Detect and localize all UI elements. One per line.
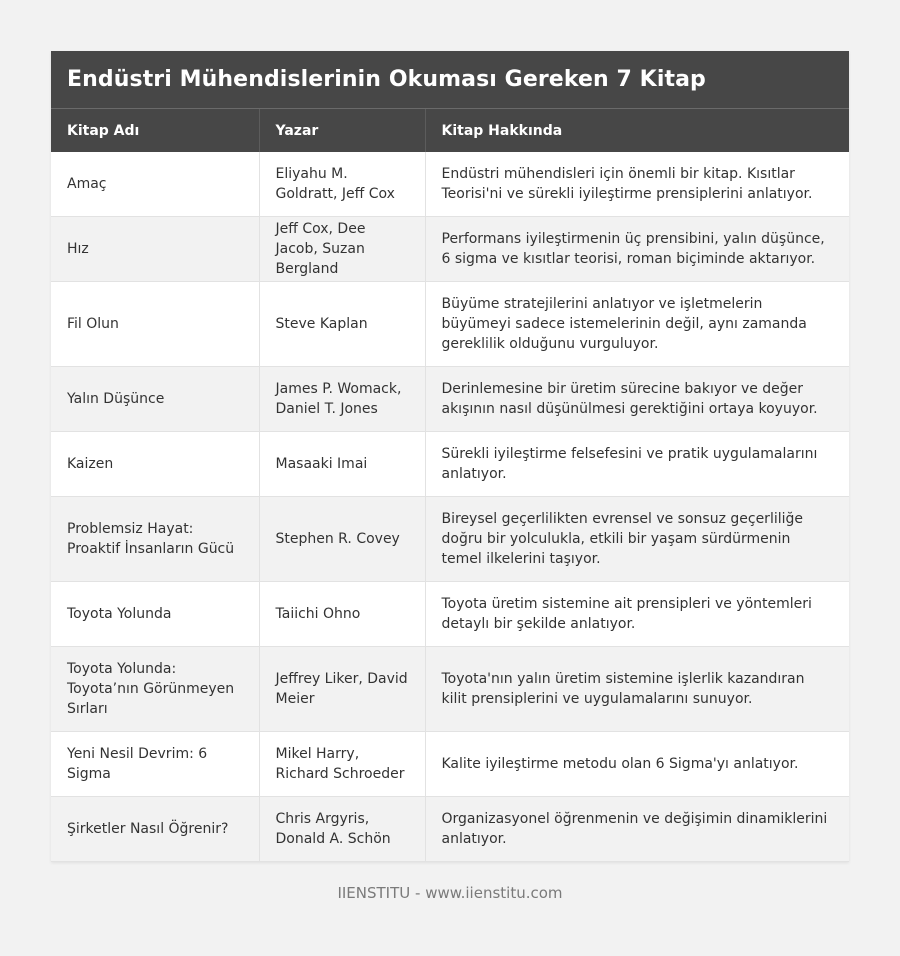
- books-table-card: [51, 51, 849, 862]
- about-cell: Kalite iyileştirme metodu olan 6 Sigma'yı anlatıyor.: [425, 732, 849, 797]
- table-row: [51, 732, 849, 797]
- column-header-book: Kitap Adı: [51, 109, 259, 152]
- table-row: [51, 432, 849, 497]
- column-header-about: Kitap Hakkında: [425, 109, 849, 152]
- author-cell: Taiichi Ohno: [259, 582, 425, 647]
- about-cell: Derinlemesine bir üretim sürecine bakıyor ve değer akışının nasıl düşünülmesi gerektiğini ortaya koyuyor.: [425, 367, 849, 432]
- book-title-cell: Kaizen: [51, 432, 259, 497]
- table-row: [51, 217, 849, 282]
- table-title: Endüstri Mühendislerinin Okuması Gereken 7 Kitap: [67, 67, 706, 92]
- table-row: [51, 797, 849, 862]
- author-cell: Stephen R. Covey: [259, 497, 425, 582]
- book-title-cell: Toyota Yolunda: [51, 582, 259, 647]
- table-row: [51, 282, 849, 367]
- book-title-cell: Yeni Nesil Devrim: 6 Sigma: [51, 732, 259, 797]
- about-cell: Sürekli iyileştirme felsefesini ve pratik uygulamalarını anlatıyor.: [425, 432, 849, 497]
- books-table: [51, 109, 849, 862]
- about-cell: Büyüme stratejilerini anlatıyor ve işletmelerin büyümeyi sadece istemelerinin değil, aynı zamanda gereklilik olduğunu vurguluyor.: [425, 282, 849, 367]
- author-cell: Jeff Cox, Dee Jacob, Suzan Bergland: [259, 217, 425, 282]
- about-cell: Toyota'nın yalın üretim sistemine işlerlik kazandıran kilit prensiplerini ve uygulamalarını sunuyor.: [425, 647, 849, 732]
- author-cell: Steve Kaplan: [259, 282, 425, 367]
- table-title-bar: [51, 51, 849, 109]
- about-cell: Bireysel geçerlilikten evrensel ve sonsuz geçerliliğe doğru bir yolculukla, etkili bir yaşam sürdürmenin temel ilkelerini taşıyor.: [425, 497, 849, 582]
- author-cell: Eliyahu M. Goldratt, Jeff Cox: [259, 152, 425, 217]
- author-cell: Jeffrey Liker, David Meier: [259, 647, 425, 732]
- book-title-cell: Toyota Yolunda: Toyota’nın Görünmeyen Sırları: [51, 647, 259, 732]
- author-cell: Chris Argyris, Donald A. Schön: [259, 797, 425, 862]
- author-cell: Mikel Harry, Richard Schroeder: [259, 732, 425, 797]
- table-row: [51, 367, 849, 432]
- book-title-cell: Amaç: [51, 152, 259, 217]
- table-row: [51, 582, 849, 647]
- table-row: [51, 497, 849, 582]
- author-cell: James P. Womack, Daniel T. Jones: [259, 367, 425, 432]
- about-cell: Endüstri mühendisleri için önemli bir kitap. Kısıtlar Teorisi'ni ve sürekli iyileştirme prensiplerini anlatıyor.: [425, 152, 849, 217]
- author-cell: Masaaki Imai: [259, 432, 425, 497]
- book-title-cell: Şirketler Nasıl Öğrenir?: [51, 797, 259, 862]
- book-title-cell: Hız: [51, 217, 259, 282]
- table-row: [51, 152, 849, 217]
- book-title-cell: Yalın Düşünce: [51, 367, 259, 432]
- column-header-author: Yazar: [259, 109, 425, 152]
- about-cell: Toyota üretim sistemine ait prensipleri ve yöntemleri detaylı bir şekilde anlatıyor.: [425, 582, 849, 647]
- footer-credit: IIENSTITU - www.iienstitu.com: [337, 884, 563, 902]
- about-cell: Organizasyonel öğrenmenin ve değişimin dinamiklerini anlatıyor.: [425, 797, 849, 862]
- book-title-cell: Problemsiz Hayat: Proaktif İnsanların Gücü: [51, 497, 259, 582]
- about-cell: Performans iyileştirmenin üç prensibini, yalın düşünce, 6 sigma ve kısıtlar teorisi, roman biçiminde aktarıyor.: [425, 217, 849, 282]
- table-header-row: [51, 109, 849, 152]
- book-title-cell: Fil Olun: [51, 282, 259, 367]
- table-row: [51, 647, 849, 732]
